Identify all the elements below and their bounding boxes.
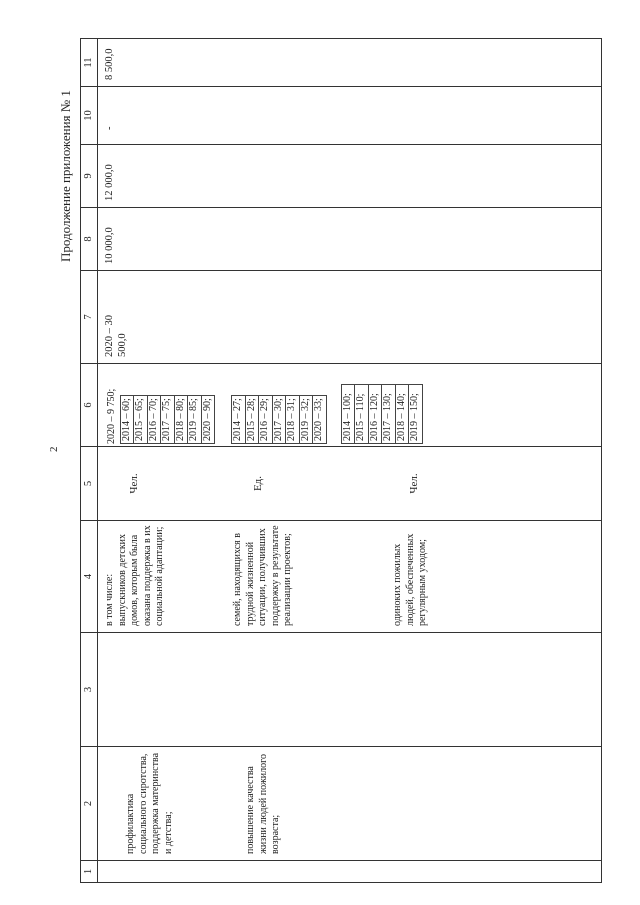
col10-cell — [98, 87, 602, 145]
target-value: 2020 – 33; — [313, 396, 327, 444]
col11-cell — [98, 39, 602, 87]
col9-cell — [98, 145, 602, 208]
funding-value: 10 000,0 — [104, 227, 115, 264]
funding-total: 2020 – 30 500,0 — [104, 315, 128, 357]
header-cell: 6 — [81, 364, 98, 447]
unit-label: Ед. — [252, 475, 264, 492]
target-value: 2019 – 150; — [409, 385, 423, 444]
target-value: 2018 – 80; — [174, 396, 188, 444]
target-value: 2018 – 31; — [286, 396, 300, 444]
header-cell: 4 — [81, 521, 98, 633]
target-value: 2019 – 32; — [299, 396, 313, 444]
header-cell: 10 — [81, 87, 98, 145]
col2-cell — [98, 747, 602, 861]
target-value: 2017 – 75; — [161, 396, 175, 444]
target-value: 2014 – 27; — [232, 396, 246, 444]
targets-group-2 — [231, 395, 327, 444]
unit-cell — [98, 447, 602, 521]
program-table — [80, 38, 602, 883]
targets-group-3 — [341, 384, 423, 444]
header-cell: 11 — [81, 39, 98, 87]
target-value: 2016 – 70; — [147, 396, 161, 444]
target-value: 2017 – 130; — [382, 385, 396, 444]
subindicator: семей, находящихся в трудной жизненной ситуации, получивших поддержку в результате реализации проектов; — [232, 525, 293, 626]
col1-cell — [98, 861, 602, 883]
header-cell: 3 — [81, 633, 98, 747]
page-number: 2 — [48, 446, 60, 452]
header-cell: 9 — [81, 145, 98, 208]
target-value: 2014 – 100; — [341, 385, 355, 444]
header-cell: 8 — [81, 208, 98, 271]
targets-cell — [98, 364, 602, 447]
subindicator: одиноких пожилых людей, обеспеченных регулярным уходом; — [392, 533, 428, 626]
rotated-table-wrapper — [80, 39, 602, 883]
target-value: 2017 – 30; — [272, 396, 286, 444]
header-row — [81, 39, 98, 883]
col3-cell — [98, 633, 602, 747]
funding-value: 12 000,0 — [104, 164, 115, 201]
target-lead: 2020 – 9 750; — [106, 388, 117, 444]
indicator-name: повышение качества жизни людей пожилого возраста; — [245, 754, 281, 854]
col4-cell — [98, 521, 602, 633]
header-cell: 2 — [81, 747, 98, 861]
target-value: 2014 – 60; — [120, 396, 134, 444]
target-value: 2018 – 140; — [395, 385, 409, 444]
unit-label: Чел. — [408, 473, 420, 494]
target-value: 2016 – 29; — [259, 396, 273, 444]
header-cell: 5 — [81, 447, 98, 521]
subindicator: в том числе: выпускников детских домов, которым была оказана поддержка в их социальной адаптации; — [104, 525, 165, 626]
body-row — [98, 39, 602, 883]
target-value: 2016 – 120; — [368, 385, 382, 444]
target-value: 2015 – 28; — [245, 396, 259, 444]
funding-value: 8 500,0 — [104, 48, 115, 80]
indicator-name: профилактика социального сиротства, поддержка материнства и детства; — [125, 752, 174, 854]
col8-cell — [98, 208, 602, 271]
targets-group-1 — [120, 395, 216, 444]
target-value: 2020 – 90; — [201, 396, 215, 444]
unit-label: Чел. — [128, 473, 140, 494]
header-cell: 1 — [81, 861, 98, 883]
running-title: Продолжение приложения № 1 — [58, 90, 73, 262]
target-value: 2015 – 110; — [355, 385, 369, 444]
target-value: 2015 – 65; — [134, 396, 148, 444]
header-cell: 7 — [81, 271, 98, 364]
funding-value: - — [104, 126, 115, 130]
col7-cell — [98, 271, 602, 364]
target-value: 2019 – 85; — [188, 396, 202, 444]
